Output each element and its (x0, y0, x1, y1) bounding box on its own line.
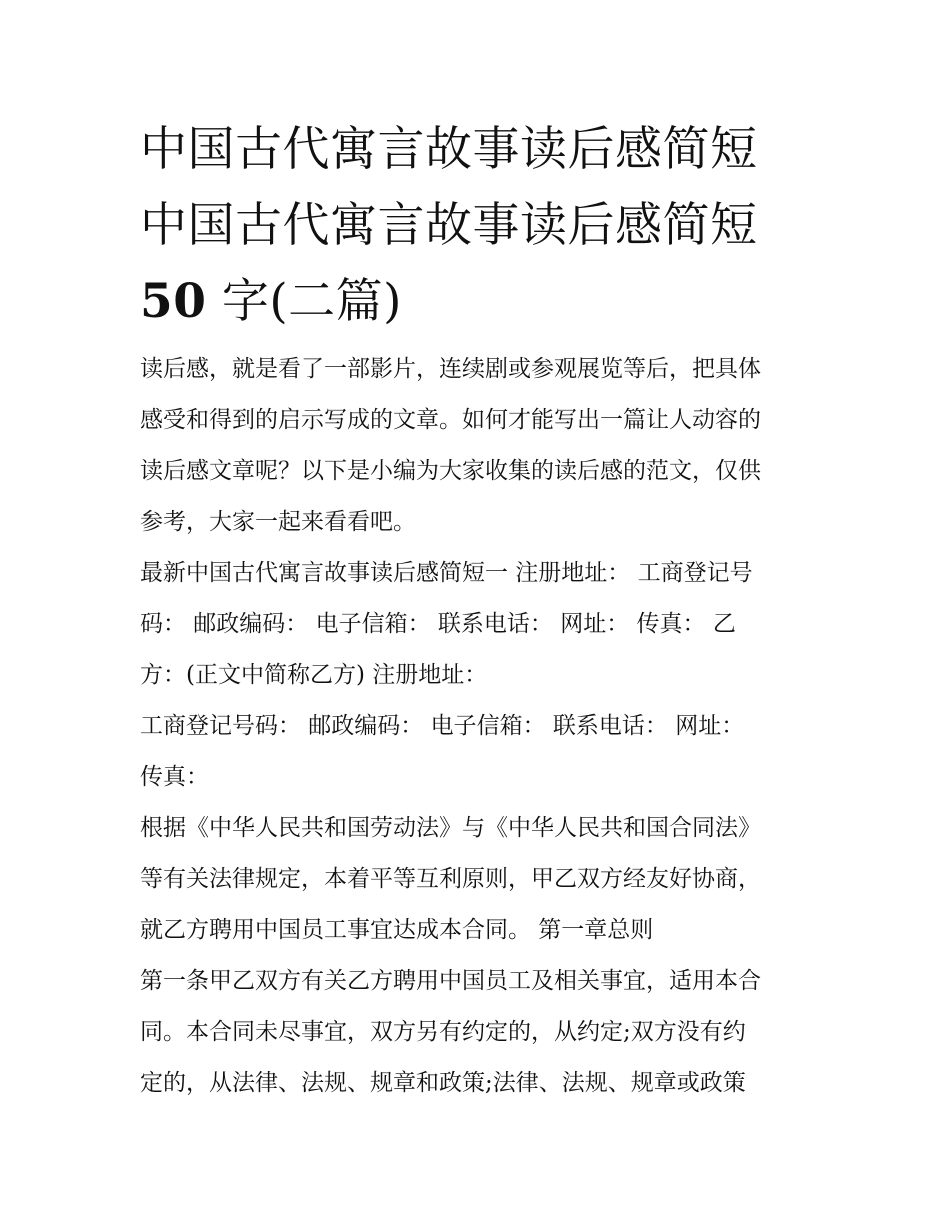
paragraph-party-info (140, 548, 812, 701)
text-line: 参考，大家一起来看看吧。 (140, 509, 416, 535)
paragraph-intro (140, 344, 812, 548)
text-line: 传真： (140, 764, 209, 790)
text-line: 最新中国古代寓言故事读后感简短一 注册地址： 工商登记号 (140, 560, 753, 586)
text-line: 同。本合同未尽事宜，双方另有约定的，从约定;双方没有约 (140, 1019, 746, 1045)
title-line-3 (140, 264, 812, 340)
text-line: 等有关法律规定，本着平等互利原则，甲乙双方经友好协商， (140, 866, 761, 892)
title-number: 50 (140, 274, 207, 329)
text-line: 感受和得到的启示写成的文章。如何才能写出一篇让人动容的 (140, 407, 761, 433)
document-page (140, 112, 812, 1109)
paragraph-legal-basis (140, 803, 812, 956)
text-line: 第一条甲乙双方有关乙方聘用中国员工及相关事宜，适用本合 (140, 968, 761, 994)
paragraph-party-contact (140, 701, 812, 803)
paragraph-article-1 (140, 956, 812, 1109)
text-line: 工商登记号码： 邮政编码： 电子信箱： 联系电话： 网址： (140, 713, 745, 739)
title-suffix: 字(二篇) (206, 274, 403, 329)
text-line: 根据《中华人民共和国劳动法》与《中华人民共和国合同法》 (140, 815, 761, 841)
title-line-1: 中国古代寓言故事读后感简短 (140, 122, 758, 177)
text-line: 方：(正文中简称乙方) 注册地址： (140, 662, 488, 688)
text-line: 读后感，就是看了一部影片，连续剧或参观展览等后，把具体 (140, 356, 761, 382)
document-body (140, 344, 812, 1109)
document-title (140, 112, 812, 340)
text-line: 读后感文章呢？以下是小编为大家收集的读后感的范文，仅供 (140, 458, 761, 484)
text-line: 码： 邮政编码： 电子信箱： 联系电话： 网址： 传真： 乙 (140, 611, 736, 637)
text-line: 就乙方聘用中国员工事宜达成本合同。 第一章总则 (140, 917, 654, 943)
title-line-2: 中国古代寓言故事读后感简短 (140, 198, 758, 253)
text-line: 定的，从法律、法规、规章和政策;法律、法规、规章或政策 (140, 1070, 746, 1096)
